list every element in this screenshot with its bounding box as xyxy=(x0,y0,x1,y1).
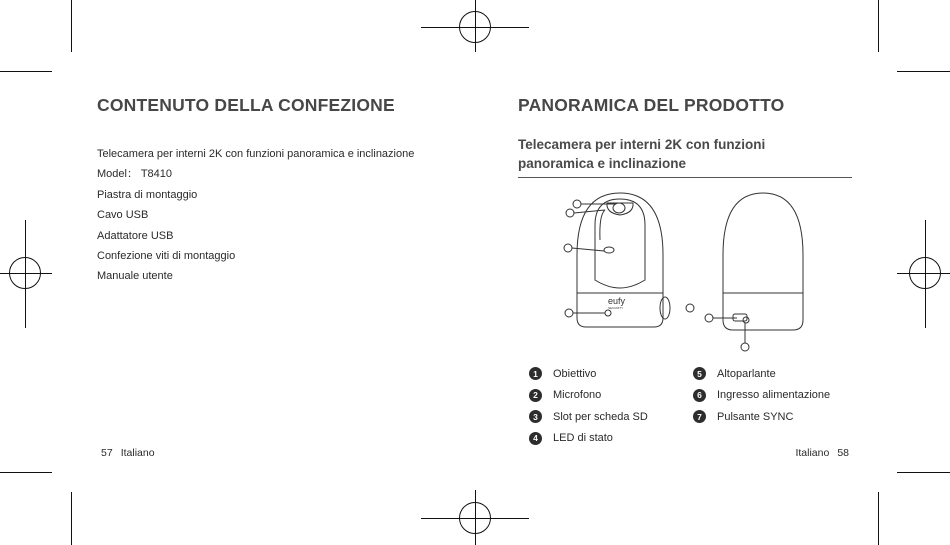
camera-diagram xyxy=(550,185,810,355)
list-item: Piastra di montaggio xyxy=(97,188,198,201)
page-number: 57 xyxy=(101,447,113,459)
callout-number: 6 xyxy=(693,389,706,402)
list-item: Confezione viti di montaggio xyxy=(97,249,236,262)
legend-label: Pulsante SYNC xyxy=(717,410,794,423)
legend-item xyxy=(693,385,830,407)
list-item: Manuale utente xyxy=(97,270,173,283)
callout-number: 2 xyxy=(529,389,542,402)
legend-item xyxy=(529,428,648,450)
legend-label: Microfono xyxy=(553,389,602,402)
legend-label: Slot per scheda SD xyxy=(553,410,648,423)
legend-label: Altoparlante xyxy=(717,367,776,380)
product-overview-title: PANORAMICA DEL PRODOTTO xyxy=(518,95,785,115)
subtitle-line: Telecamera per interni 2K con funzioni xyxy=(518,137,766,152)
callout-number: 5 xyxy=(693,367,706,380)
callout-number: 7 xyxy=(693,410,706,423)
legend-left xyxy=(529,363,648,449)
legend-label: Obiettivo xyxy=(553,367,597,380)
product-subtitle xyxy=(518,135,852,178)
callout-number: 4 xyxy=(529,432,542,445)
left-page-footer xyxy=(97,447,159,459)
legend-item xyxy=(529,406,648,428)
camera-brand-logo: eufy xyxy=(608,296,626,306)
right-page-footer xyxy=(791,447,853,459)
subtitle-line: panoramica e inclinazione xyxy=(518,156,687,171)
camera-brand-sub: SECURITY xyxy=(608,306,624,310)
list-item: Adattatore USB xyxy=(97,229,174,242)
list-item: Cavo USB xyxy=(97,209,149,222)
legend-item xyxy=(529,385,648,407)
list-item: Telecamera per interni 2K con funzioni panoramica e inclinazione xyxy=(97,148,415,160)
package-contents-title: CONTENUTO DELLA CONFEZIONE xyxy=(97,95,395,115)
legend-right xyxy=(693,363,830,428)
legend-item xyxy=(529,363,648,385)
legend-label: LED di stato xyxy=(553,432,613,445)
legend-item xyxy=(693,406,830,428)
page-number: 58 xyxy=(837,447,849,459)
callout-number: 1 xyxy=(529,367,542,380)
list-item: Model： T8410 xyxy=(97,168,173,181)
legend-item xyxy=(693,363,830,385)
legend-label: Ingresso alimentazione xyxy=(717,389,831,402)
camera-rear-illustration xyxy=(723,193,803,330)
package-contents-list xyxy=(97,146,414,289)
camera-front-illustration xyxy=(577,193,670,327)
page-language: Italiano xyxy=(120,447,155,459)
page-language: Italiano xyxy=(795,447,830,459)
callout-number: 3 xyxy=(529,410,542,423)
